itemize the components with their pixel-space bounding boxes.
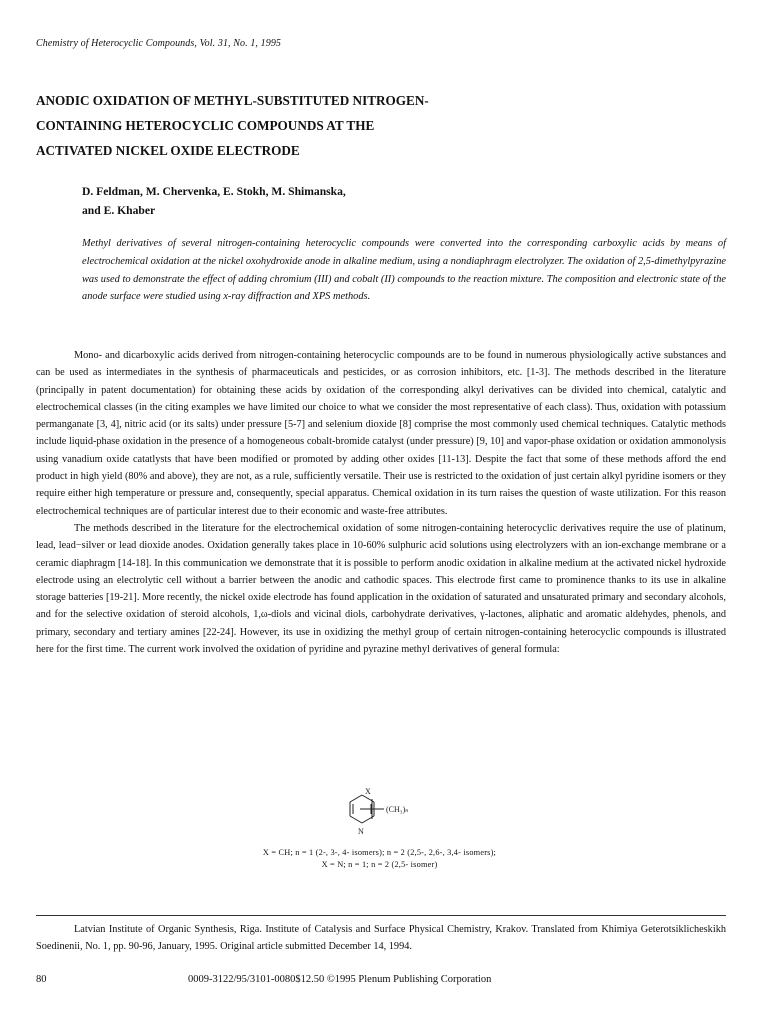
paragraph: Mono- and dicarboxylic acids derived from nitrogen-containing heterocyclic compounds are to be found in numerous physiologically active substances and can be used as intermediates in the synthesis of pharmaceuticals and pesticides, or as corrosion inhibitors, etc. [1-3]. The methods described in the literature (principally in patent documentation) for obtaining these acids by oxidation of the corresponding alkyl derivatives can be divided into chemical, catalytic and electrochemical classes (in the citing examples we have limited our choice to what we consider the most representative of each class). Thus, oxidation with potassium permanganate [3, 4], nitric acid (or its salts) under pressure [5-7] and selenium dioxide [8] comprise the most commonly used chemical techniques. Catalytic methods include liquid-phase oxidation in the presence of a homogeneous cobalt-bromide catalyst (under pressure) [9, 10] and vapor-phase oxidation or oxidation ammonolysis using vanadium oxide catatlysts that have been modified or promoted by adding other oxides [11-13]. Despite the fact that some of these methods afford the end product in high yield (80% and above), they are not, as a rule, sufficiently versatile. Their use is restricted to the oxidation of just certain alkyl pyridine isomers or they require either high temperature or pressure and, consequently, special apparatus. Chemical oxidation in its turn raises the question of waste utilization. For this reason electrochemical techniques are of particular interest due to their economic and waste-free attributes.	[36, 350, 726, 517]
abstract: Methyl derivatives of several nitrogen-containing heterocyclic compounds were converted into the corresponding carboxylic acids by means of electrochemical oxidation at the nickel oxohydroxide anode in alkaline medium, using a nondiaphragm electrolyzer. The oxidation of 2,5-dimethylpyrazine was used to demonstrate the effect of adding chromium (III) and cobalt (II) compounds to the reaction mixture. The composition and electronic state of the anode surface were studied using x-ray diffraction and XPS methods.	[82, 238, 726, 303]
footnote-text: Latvian Institute of Organic Synthesis, Riga. Institute of Catalysis and Surface Physical Chemistry, Krakov. Translated from Khimiya Geterotsiklicheskikh Soedinenii, No. 1, pp. 90-96, January, 1995. Original article submitted December 14, 1994.	[36, 924, 726, 952]
authors-line: D. Feldman, M. Chervenka, E. Stokh, M. Shimanska,	[82, 185, 346, 198]
heterocycle-structure-diagram	[338, 785, 468, 847]
formula-caption-line: X = N; n = 1; n = 2 (2,5- isomer)	[321, 860, 438, 869]
page-number: 80	[36, 974, 47, 985]
substituent-label: (CH₃)ₙ	[386, 805, 409, 814]
general-formula	[0, 785, 759, 875]
copyright-line: 0009-3122/95/3101-0080$12.50 ©1995 Plenum Publishing Corporation	[188, 974, 492, 985]
title-line: ANODIC OXIDATION OF METHYL-SUBSTITUTED NITROGEN-	[36, 93, 429, 108]
article-title	[36, 88, 726, 163]
authors	[82, 182, 346, 220]
ring-atom-n: N	[358, 827, 364, 836]
authors-line: and E. Khaber	[82, 204, 156, 217]
affiliation-footnote	[36, 921, 726, 955]
ring-bond	[350, 816, 362, 823]
formula-caption-line: X = CH; n = 1 (2-, 3-, 4- isomers); n = 2 (2,5-, 2,6-, 3,4- isomers);	[262, 848, 497, 857]
journal-header: Chemistry of Heterocyclic Compounds, Vol. 31, No. 1, 1995	[36, 38, 282, 49]
ring-bond	[350, 795, 362, 802]
footnote-divider	[36, 915, 726, 916]
ring-atom-x: X	[365, 787, 371, 796]
body-text	[36, 347, 726, 658]
title-line: CONTAINING HETEROCYCLIC COMPOUNDS AT THE	[36, 118, 375, 133]
paragraph: The methods described in the literature for the electrochemical oxidation of some nitrogen-containing heterocyclic derivatives require the use of platinum, lead, lead−silver or lead dioxide anodes. Oxidation generally takes place in 10-60% sulphuric acid solutions using electrolyzers with an ion-exchange membrane or a ceramic diaphragm [14-18]. In this communication we demonstrate that it is possible to perform anodic oxidation in alkaline medium at the activated nickel hydroxide electrode using an electrolytic cell without a barrier between the anodic and cathodic spaces. This electrode first came to prominence thanks to its use in alkaline storage batteries [19-21]. More recently, the nickel oxide electrode has found application in the oxidation of saturated and unsaturated primary and secondary alcohols, and for the selective oxidation of steroid alcohols, 1,ω-diols and vicinal diols, carbohydrate derivatives, γ-lactones, aliphatic and aromatic aldehydes, phenols, and primary, secondary and tertiary amines [22-24]. However, its use in oxidizing the methyl group of certain nitrogen-containing heterocyclic compounds is illustrated here for the first time. The current work involved the oxidation of pyridine and pyrazine methyl derivatives of general formula:	[36, 522, 726, 656]
title-line: ACTIVATED NICKEL OXIDE ELECTRODE	[36, 143, 300, 158]
